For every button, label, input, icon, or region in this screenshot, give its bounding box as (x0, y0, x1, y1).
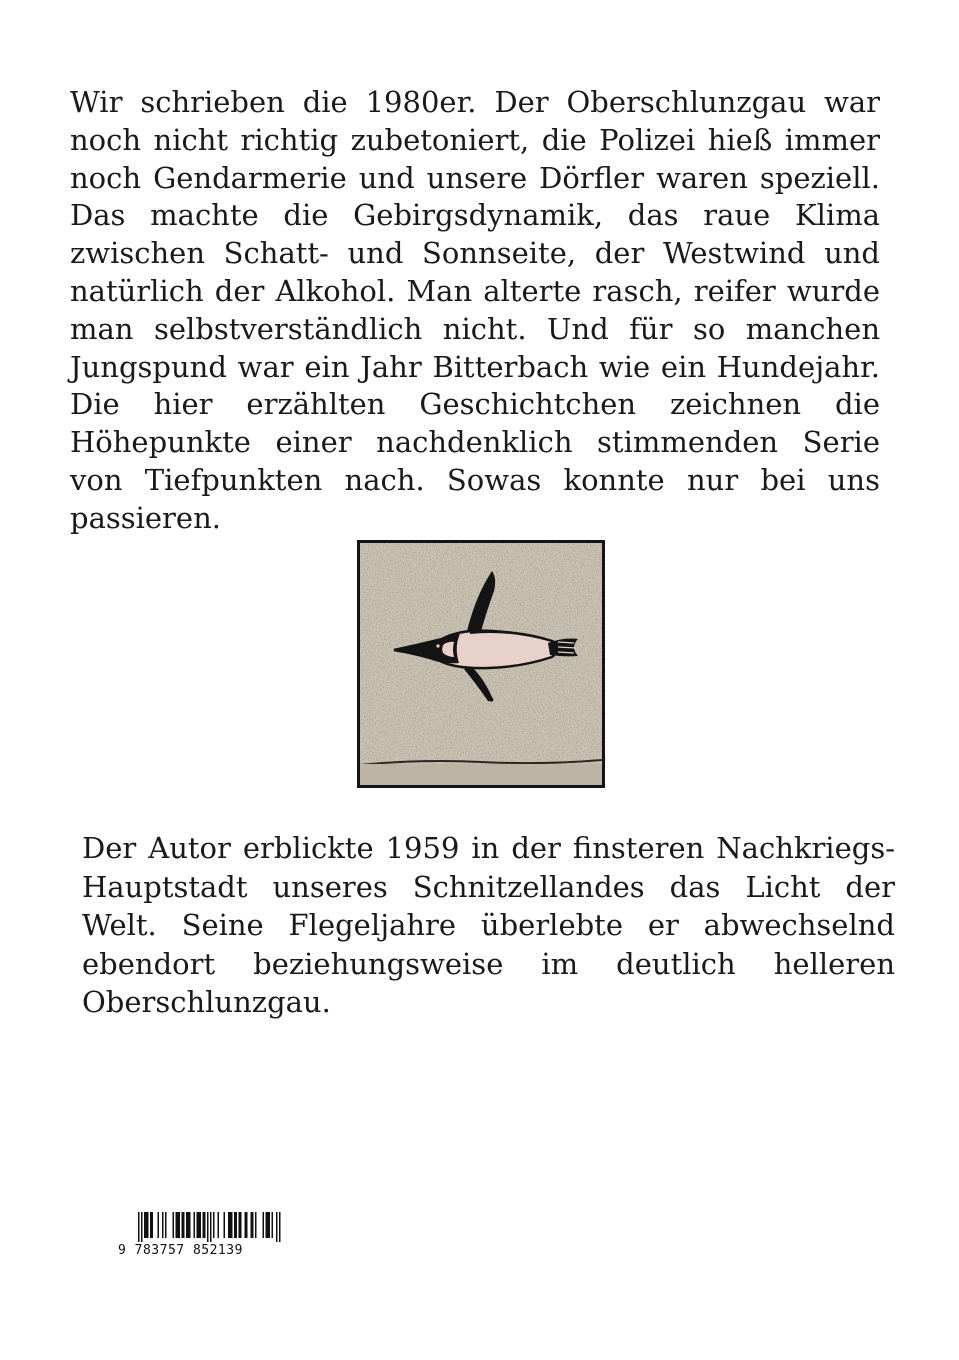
barcode-bar (230, 1212, 232, 1238)
barcode-bar (182, 1212, 184, 1238)
barcode-bar (251, 1212, 253, 1238)
barcode-bar (194, 1212, 196, 1238)
barcode-bar (146, 1212, 148, 1238)
barcode-bar (158, 1212, 160, 1238)
barcode-bar (165, 1212, 167, 1238)
barcode-bar (173, 1212, 175, 1238)
barcode-bar (267, 1212, 269, 1238)
barcode-bar (186, 1212, 188, 1238)
barcode-bar (239, 1212, 241, 1238)
barcode-bar (272, 1212, 274, 1238)
barcode-bar (210, 1212, 212, 1242)
barcode-bar (188, 1212, 190, 1238)
isbn-digits: 9 783757 852139 (118, 1243, 243, 1258)
barcode-bar (231, 1212, 233, 1238)
barcode-bar (240, 1212, 242, 1238)
barcode-bar (144, 1212, 146, 1238)
barcode-bar (234, 1212, 236, 1238)
barcode-bar (150, 1212, 152, 1238)
author-bio-text: Der Autor erblickte 1959 in der finsteren Nachkriegs-Hauptstadt unseres Schnitzellandes das Licht der Welt. Seine Flegeljahre überlebte er abwechselnd ebendort beziehungsweise im deutlich helleren Oberschlunzgau. (82, 831, 895, 1019)
penguin-illustration (357, 540, 605, 788)
barcode-bar (176, 1212, 178, 1238)
barcode-bar (197, 1212, 199, 1238)
barcode-bar (138, 1212, 140, 1242)
barcode-bar (147, 1212, 149, 1238)
barcode-bar (200, 1212, 202, 1238)
barcode-bar (255, 1212, 257, 1238)
barcode-bar (203, 1212, 205, 1238)
barcode-bar (266, 1212, 268, 1238)
barcode-bar (276, 1212, 278, 1242)
barcode-bar (141, 1212, 143, 1242)
barcode-bar (263, 1212, 265, 1238)
barcode-bar (245, 1212, 247, 1238)
barcode-bar (279, 1212, 281, 1242)
barcode-bar (198, 1212, 200, 1238)
penguin-drawing (360, 543, 602, 785)
barcode-bar (246, 1212, 248, 1238)
barcode-bar (152, 1212, 154, 1238)
barcode-bar (183, 1212, 185, 1238)
barcode-bar (224, 1212, 226, 1238)
barcode-bar (269, 1212, 271, 1238)
barcode-bar (177, 1212, 179, 1238)
isbn-barcode (118, 1212, 303, 1262)
barcode-bar (189, 1212, 191, 1238)
barcode-bar (236, 1212, 238, 1238)
barcode-bar (252, 1212, 254, 1238)
blurb-text: Wir schrieben die 1980er. Der Oberschlunzgau war noch nicht richtig zubetoniert, die Polizei hieß immer noch Gendarmerie und unsere Dörfler waren speziell. Das machte die Gebirgsdynamik, das raue Klima zwischen Schatt- und Sonnseite, der Westwind und natürlich der Alkohol. Man alterte rasch, reifer wurde man selbstverständlich nicht. Und für so manchen Jungspund war ein Jahr Bitterbach wie ein Hundejahr. Die hier erzählten Geschichtchen zeichnen die Höhepunkte einer nachdenklich stimmenden Serie von Tiefpunkten nach. Sowas konnte nur bei uns passieren. (70, 85, 880, 535)
barcode-bar (213, 1212, 215, 1238)
barcode-bars (118, 1212, 303, 1242)
barcode-bar (207, 1212, 209, 1242)
barcode-bar (162, 1212, 164, 1238)
barcode-bar (228, 1212, 230, 1238)
barcode-bar (204, 1212, 206, 1238)
barcode-bar (179, 1212, 181, 1238)
barcode-bar (218, 1212, 220, 1238)
